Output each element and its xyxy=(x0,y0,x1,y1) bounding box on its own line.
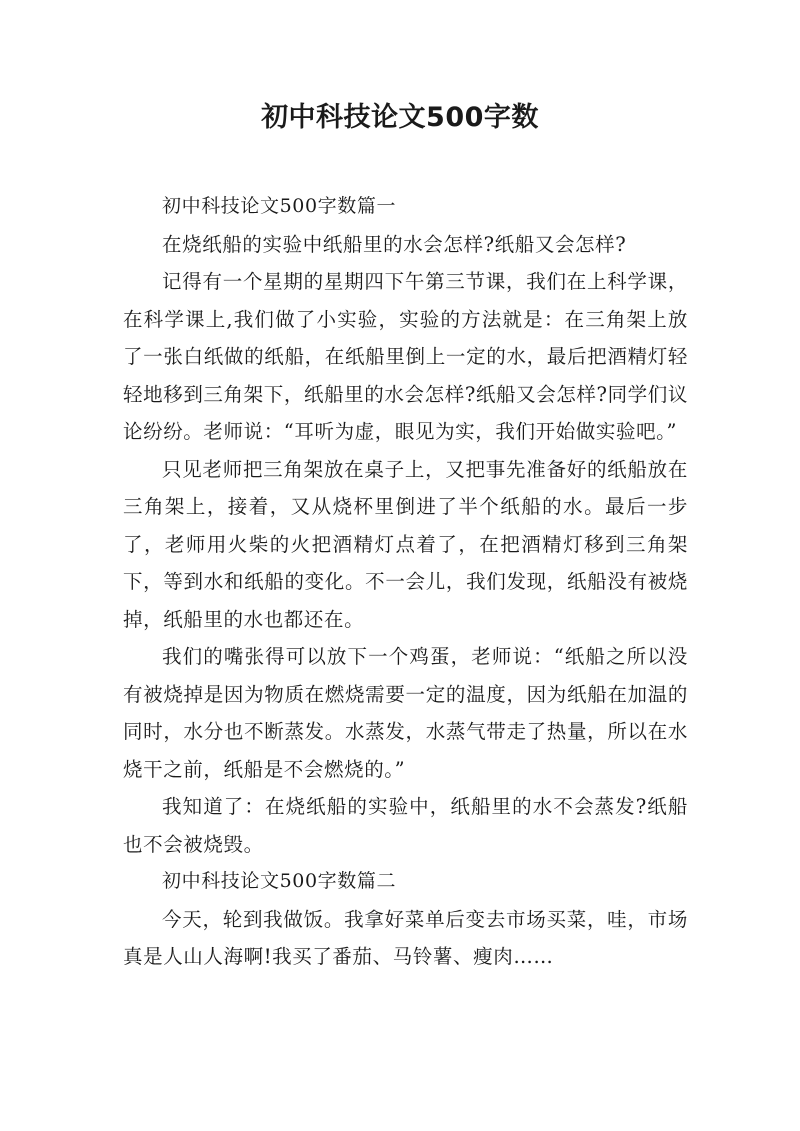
section-heading-2: 初中科技论文500字数篇二 xyxy=(162,870,397,892)
paragraph: 我们的嘴张得可以放下一个鸡蛋，老师说：“纸船之所以没有被烧掉是因为物质在燃烧需要一定的温度，因为纸船在加温的同时，水分也不断蒸发。水蒸发，水蒸气带走了热量，所以在水烧干之前，纸船是不会燃烧的。” xyxy=(123,645,688,781)
document-body xyxy=(123,188,688,976)
document-title: 初中科技论文500字数 xyxy=(261,102,539,133)
section-heading-1: 初中科技论文500字数篇一 xyxy=(162,195,397,217)
paragraph: 在烧纸船的实验中纸船里的水会怎样?纸船又会怎样? xyxy=(162,232,627,256)
paragraph: 记得有一个星期的星期四下午第三节课，我们在上科学课，在科学课上,我们做了小实验，实验的方法就是：在三角架上放了一张白纸做的纸船，在纸船里倒上一定的水，最后把酒精灯轻轻地移到三角架下，纸船里的水会怎样?纸船又会怎样?同学们议论纷纷。老师说：“耳听为虚，眼见为实，我们开始做实验吧。” xyxy=(123,270,688,443)
paragraph: 今天，轮到我做饭。我拿好菜单后变去市场买菜，哇，市场真是人山人海啊!我买了番茄、马铃薯、瘦肉…… xyxy=(123,907,688,968)
paragraph: 只见老师把三角架放在桌子上，又把事先准备好的纸船放在三角架上，接着，又从烧杯里倒进了半个纸船的水。最后一步了，老师用火柴的火把酒精灯点着了，在把酒精灯移到三角架下，等到水和纸船的变化。不一会儿，我们发现，纸船没有被烧掉，纸船里的水也都还在。 xyxy=(123,457,688,631)
paragraph: 我知道了：在烧纸船的实验中，纸船里的水不会蒸发?纸船也不会被烧毁。 xyxy=(123,795,688,856)
